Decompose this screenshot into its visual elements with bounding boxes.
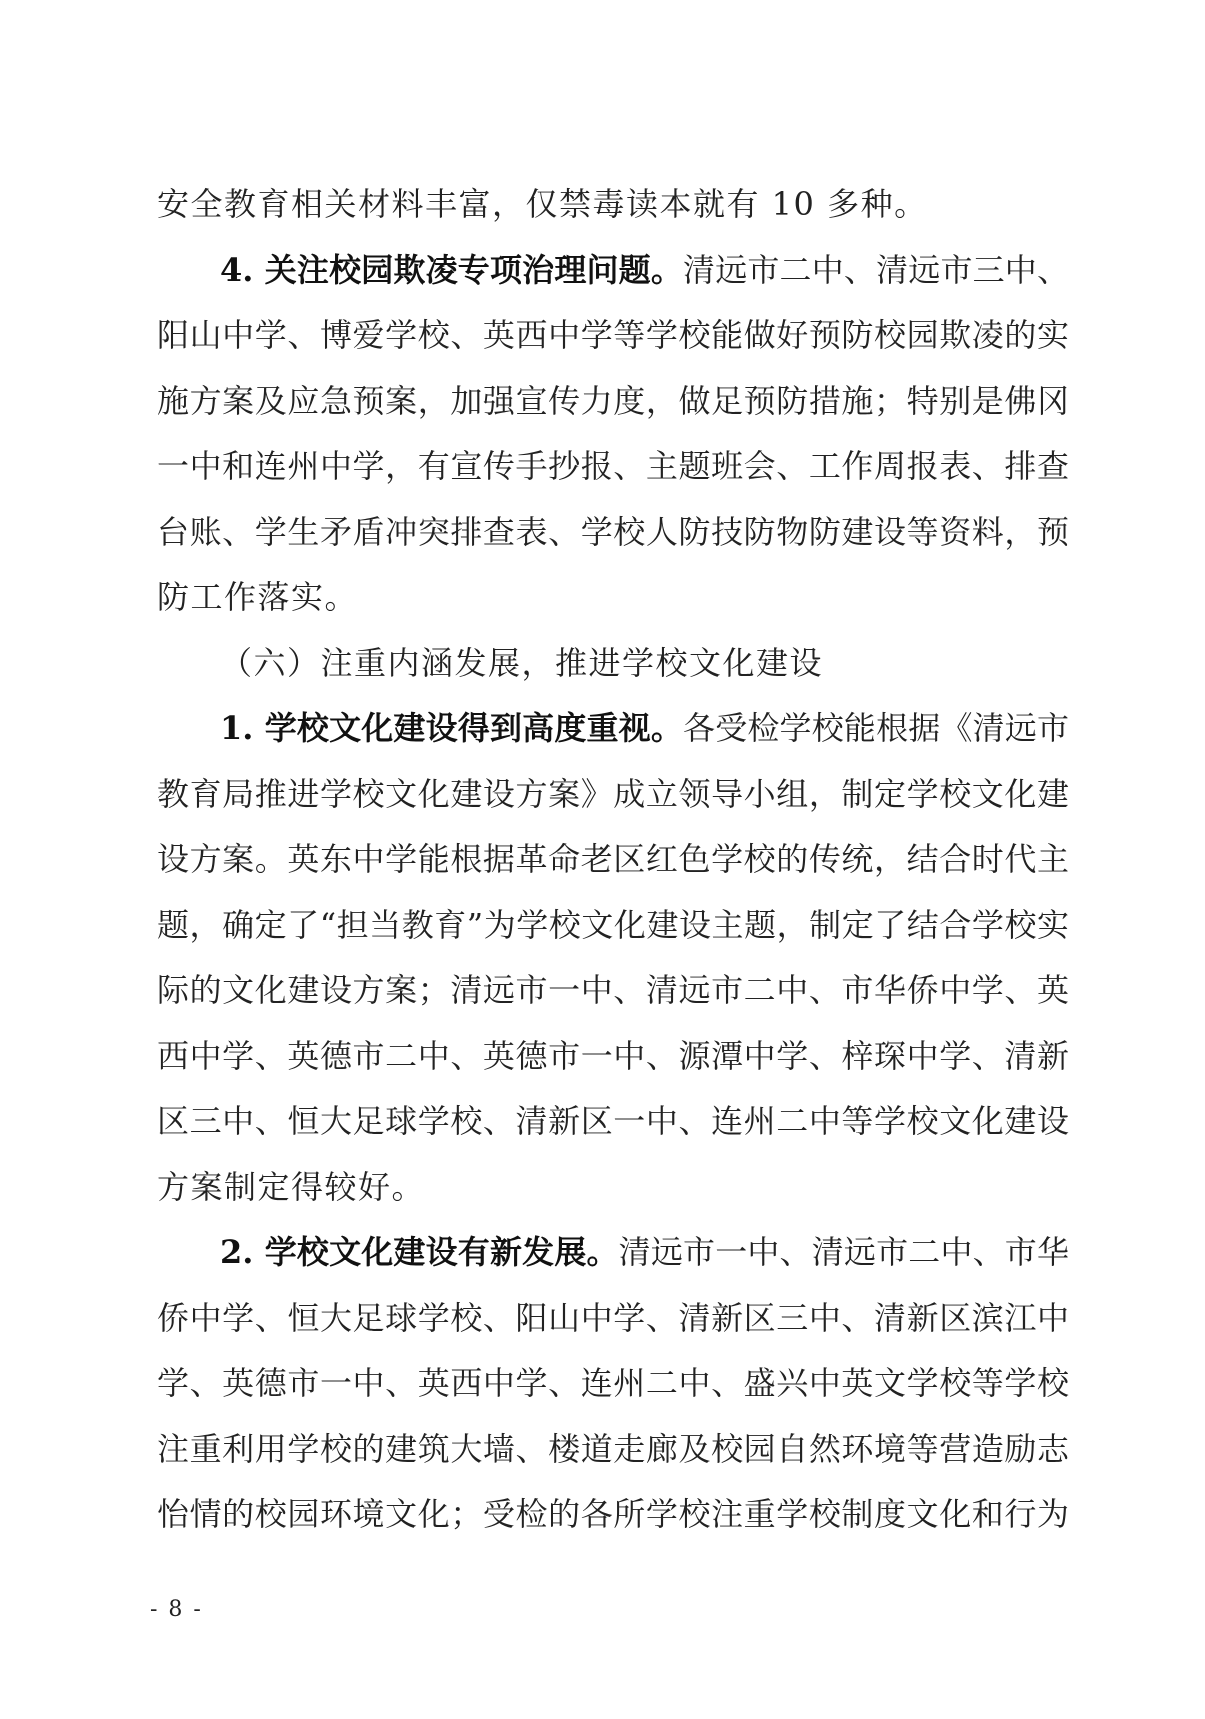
line-text: 西中学、英德市二中、英德市一中、源潭中学、梓琛中学、清新	[157, 1036, 1069, 1075]
line-text: 际的文化建设方案；清远市一中、清远市二中、市华侨中学、英	[157, 971, 1069, 1009]
line-text: 阳山中学、博爱学校、英西中学等学校能做好预防校园欺凌的实	[157, 316, 1069, 354]
paragraph-line	[157, 434, 1069, 500]
chapter-heading: （六）注重内涵发展，推进学校文化建设	[220, 643, 824, 682]
line-text: 方案制定得较好。	[157, 1167, 426, 1206]
line-text: 一中和连州中学，有宣传手抄报、主题班会、工作周报表、排查	[157, 447, 1069, 485]
paragraph-line	[157, 1089, 1069, 1155]
paragraph-line	[157, 369, 1069, 435]
paragraph-line	[157, 303, 1069, 369]
paragraph-line	[157, 958, 1069, 1024]
line-text: 防工作落实。	[157, 578, 359, 616]
paragraph-line	[157, 893, 1069, 959]
line-text: 清远市一中、清远市二中、市华	[618, 1233, 1069, 1271]
section-heading: 1. 学校文化建设得到高度重视。	[220, 709, 684, 747]
paragraph-line	[157, 500, 1069, 566]
section-1-heading-line	[157, 696, 1069, 762]
paragraph-line	[157, 1286, 1069, 1352]
line-text: 清远市二中、清远市三中、	[683, 250, 1069, 289]
paragraph-line	[157, 565, 1069, 631]
chapter-heading-line	[157, 631, 1069, 697]
paragraph-line	[157, 1351, 1069, 1417]
page-number: - 8 -	[150, 1597, 203, 1622]
paragraph-line	[157, 1417, 1069, 1483]
line-text: 教育局推进学校文化建设方案》成立领导小组，制定学校文化建	[157, 774, 1069, 813]
line-text: 各受检学校能根据《清远市	[683, 709, 1069, 747]
line-text: 侨中学、恒大足球学校、阳山中学、清新区三中、清新区滨江中	[157, 1298, 1069, 1337]
section-4-heading-line	[157, 238, 1069, 304]
paragraph-line	[157, 762, 1069, 828]
section-heading: 2. 学校文化建设有新发展。	[220, 1233, 619, 1271]
paragraph-line	[157, 1024, 1069, 1090]
paragraph-line	[157, 1155, 1069, 1221]
line-text: 安全教育相关材料丰富，仅禁毒读本就有 10 多种。	[157, 185, 928, 223]
line-text: 注重利用学校的建筑大墙、楼道走廊及校园自然环境等营造励志	[157, 1429, 1069, 1468]
paragraph-line	[157, 172, 1069, 238]
line-text: 题，确定了“担当教育”为学校文化建设主题，制定了结合学校实	[157, 905, 1069, 944]
paragraph-line	[157, 1482, 1069, 1548]
paragraph-line	[157, 827, 1069, 893]
line-text: 设方案。英东中学能根据革命老区红色学校的传统，结合时代主	[157, 840, 1069, 878]
section-2-heading-line	[157, 1220, 1069, 1286]
line-text: 怡情的校园环境文化；受检的各所学校注重学校制度文化和行为	[157, 1495, 1069, 1533]
line-text: 学、英德市一中、英西中学、连州二中、盛兴中英文学校等学校	[157, 1364, 1069, 1402]
line-text: 台账、学生矛盾冲突排查表、学校人防技防物防建设等资料，预	[157, 512, 1069, 551]
line-text: 区三中、恒大足球学校、清新区一中、连州二中等学校文化建设	[157, 1102, 1069, 1140]
body-text	[157, 172, 1069, 1548]
line-text: 施方案及应急预案，加强宣传力度，做足预防措施；特别是佛冈	[157, 381, 1069, 420]
section-heading: 4. 关注校园欺凌专项治理问题。	[220, 250, 684, 289]
